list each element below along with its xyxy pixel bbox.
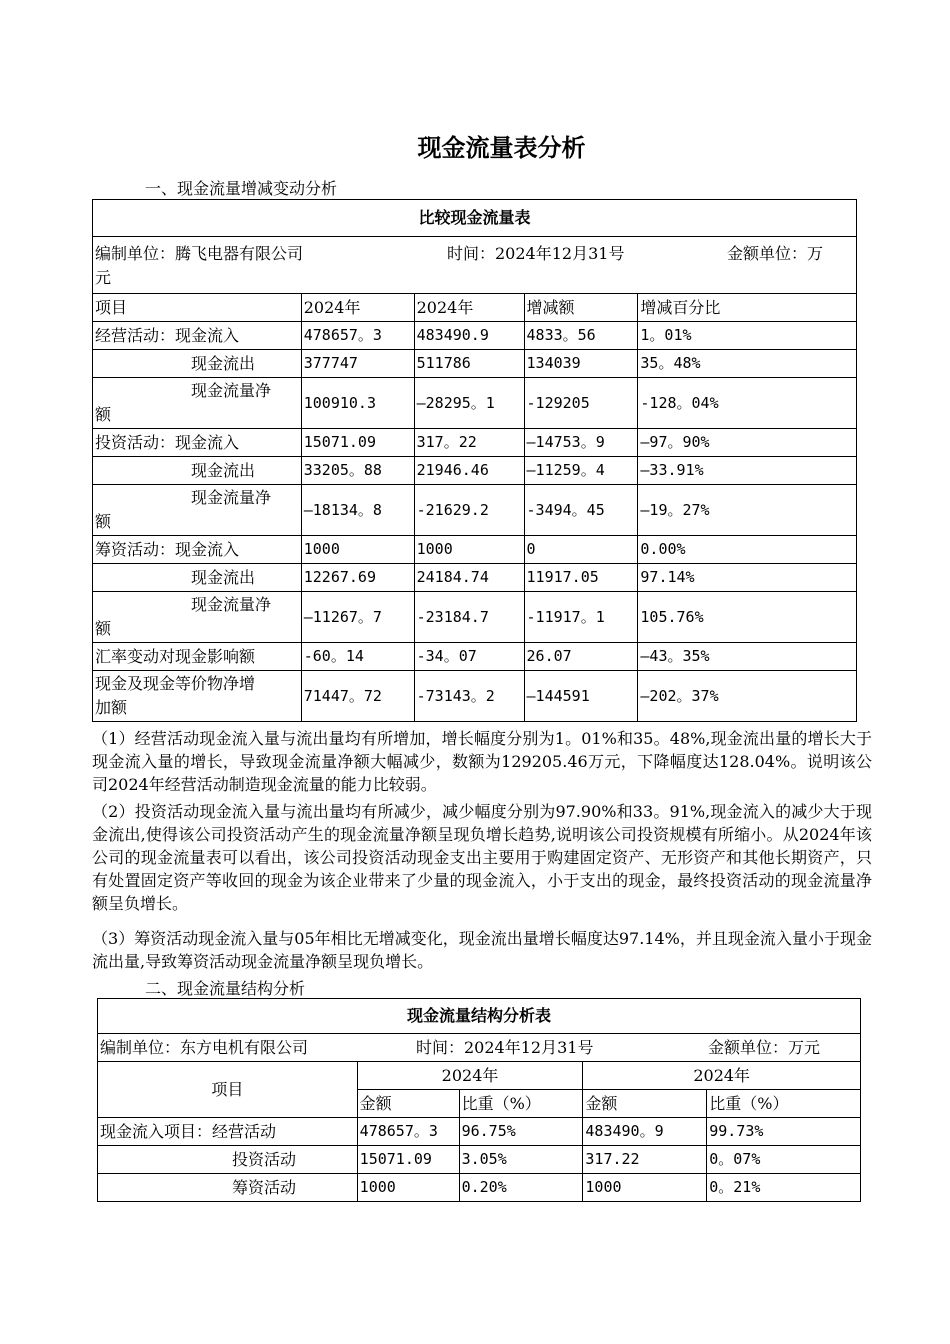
row-label: 现金流出 — [93, 350, 302, 378]
table-row — [93, 457, 857, 485]
row-label: 投资活动：现金流入 — [93, 429, 302, 457]
cell-value: 96.75% — [459, 1118, 583, 1146]
table-row — [93, 643, 857, 671]
cell-value: 483490.9 — [414, 322, 524, 350]
page-title: 现金流量表分析 — [417, 134, 586, 162]
table-row — [93, 485, 857, 536]
amount-unit: 金额单位：万 — [727, 244, 824, 263]
cell-value: 100910.3 — [301, 378, 414, 429]
cell-value: 317.22 — [583, 1146, 707, 1174]
amount-unit-cont: 元 — [95, 268, 112, 287]
cell-value: 15071.09 — [301, 429, 414, 457]
table-caption: 现金流量结构分析表 — [98, 999, 861, 1034]
table-row — [98, 1146, 861, 1174]
table-row — [93, 592, 857, 643]
cell-value: 99.73% — [707, 1118, 861, 1146]
item-header: 项目 — [98, 1062, 358, 1118]
cell-value: 105.76% — [638, 592, 857, 643]
table-row — [93, 429, 857, 457]
row-label: 筹资活动：现金流入 — [93, 536, 302, 564]
row-label: 经营活动：现金流入 — [93, 322, 302, 350]
sub-header: 比重（%） — [459, 1090, 583, 1118]
cell-value: 71447。72 — [301, 671, 414, 722]
cell-value: —28295。1 — [414, 378, 524, 429]
cell-value: 478657。3 — [357, 1118, 459, 1146]
cell-value: —43。35% — [638, 643, 857, 671]
year-header: 2024年 — [583, 1062, 861, 1090]
section-heading-1: 一、现金流量增减变动分析 — [145, 179, 338, 198]
row-label-line2: 额 — [95, 512, 112, 531]
cell-value: —144591 — [524, 671, 638, 722]
row-label: 筹资活动 — [98, 1174, 358, 1202]
cell-value: 511786 — [414, 350, 524, 378]
cell-value: -73143。2 — [414, 671, 524, 722]
paragraph-financing: （3）筹资活动现金流入量与05年相比无增减变化，现金流出量增长幅度达97.14%，并且现金流入量小于现金流出量,导致筹资活动现金流量净额呈现负增长。 — [92, 929, 872, 971]
row-label-line1: 现金流量净 — [191, 595, 272, 614]
table-meta-row — [93, 237, 857, 294]
cell-value: 11917.05 — [524, 564, 638, 592]
column-header: 2024年 — [414, 294, 524, 322]
row-label: 投资活动 — [98, 1146, 358, 1174]
row-label-line2: 加额 — [95, 698, 128, 717]
cell-value: —18134。8 — [301, 485, 414, 536]
cell-value: 483490。9 — [583, 1118, 707, 1146]
cell-value: -3494。45 — [524, 485, 638, 536]
row-label-line2: 额 — [95, 405, 112, 424]
row-label — [93, 485, 302, 536]
table-row — [98, 1118, 861, 1146]
sub-header: 金额 — [583, 1090, 707, 1118]
table-meta-row — [98, 1034, 861, 1062]
cell-value: 1000 — [357, 1174, 459, 1202]
section-heading-2: 二、现金流量结构分析 — [145, 979, 306, 998]
row-label-line2: 额 — [95, 619, 112, 638]
cell-value: -60。14 — [301, 643, 414, 671]
cell-value: —97。90% — [638, 429, 857, 457]
paragraph-investing: （2）投资活动现金流入量与流出量均有所减少，减少幅度分别为97.90%和33。91%,现金流入的减少大于现金流出,使得该公司投资活动产生的现金流量净额呈现负增长趋势,说明该公司投资规模有所缩小。从2024年该公司的现金流量表可以看出，该公司投资活动现金支出主要用于购建固定资产、无形资产和其他长期资产，只有处置固定资产等收回的现金为该企业带来了少量的现金流入，小于支出的现金，最终投资活动的现金流量净额呈负增长。 — [92, 802, 872, 913]
amount-unit: 金额单位：万元 — [708, 1038, 821, 1057]
cell-value: 4833。56 — [524, 322, 638, 350]
cell-value: 1。01% — [638, 322, 857, 350]
cell-value: 0。21% — [707, 1174, 861, 1202]
column-header: 增减额 — [524, 294, 638, 322]
cell-value: 478657。3 — [301, 322, 414, 350]
table-row — [93, 350, 857, 378]
paragraph-operating: （1）经营活动现金流入量与流出量均有所增加，增长幅度分别为1。01%和35。48%,现金流出量的增长大于现金流入量的增长，导致现金流量净额大幅减少，数额为129205.46万元，下降幅度达128.04%。说明该公司2024年经营活动制造现金流量的能力比较弱。 — [92, 729, 872, 794]
cell-value: 0 — [524, 536, 638, 564]
cell-value: -129205 — [524, 378, 638, 429]
comparison-cashflow-table — [92, 199, 857, 722]
cell-value: —202。37% — [638, 671, 857, 722]
cell-value: 24184.74 — [414, 564, 524, 592]
row-label-line1: 现金及现金等价物净增 — [95, 674, 256, 693]
row-label-line1: 现金流量净 — [191, 381, 272, 400]
row-label: 现金流出 — [93, 457, 302, 485]
row-label: 现金流入项目：经营活动 — [98, 1118, 358, 1146]
cell-value: 1000 — [583, 1174, 707, 1202]
year-header: 2024年 — [357, 1062, 583, 1090]
report-date: 时间：2024年12月31号 — [416, 1038, 594, 1057]
cell-value: 317。22 — [414, 429, 524, 457]
table-caption: 比较现金流量表 — [93, 200, 857, 237]
report-date: 时间：2024年12月31号 — [447, 244, 625, 263]
row-label — [93, 378, 302, 429]
cell-value: —11259。4 — [524, 457, 638, 485]
cell-value: 12267.69 — [301, 564, 414, 592]
row-label — [93, 671, 302, 722]
cell-value: 15071.09 — [357, 1146, 459, 1174]
cell-value: 1000 — [301, 536, 414, 564]
row-label — [93, 592, 302, 643]
cell-value: 3.05% — [459, 1146, 583, 1174]
cell-value: -11917。1 — [524, 592, 638, 643]
table-row — [93, 536, 857, 564]
column-header: 增减百分比 — [638, 294, 857, 322]
row-label-line1: 现金流量净 — [191, 488, 272, 507]
table-row — [98, 1174, 861, 1202]
table-header-row — [93, 294, 857, 322]
cell-value: 1000 — [414, 536, 524, 564]
row-label: 汇率变动对现金影响额 — [93, 643, 302, 671]
prepared-by: 编制单位：腾飞电器有限公司 — [95, 244, 304, 263]
row-label: 现金流出 — [93, 564, 302, 592]
prepared-by: 编制单位：东方电机有限公司 — [100, 1038, 309, 1057]
cell-value: 0。07% — [707, 1146, 861, 1174]
column-header: 2024年 — [301, 294, 414, 322]
cell-value: —19。27% — [638, 485, 857, 536]
cell-value: 134039 — [524, 350, 638, 378]
cell-value: —11267。7 — [301, 592, 414, 643]
cell-value: 97.14% — [638, 564, 857, 592]
table-row — [93, 378, 857, 429]
cell-value: -23184.7 — [414, 592, 524, 643]
cell-value: 0.00% — [638, 536, 857, 564]
cell-value: —14753。9 — [524, 429, 638, 457]
cell-value: 21946.46 — [414, 457, 524, 485]
cell-value: -34。07 — [414, 643, 524, 671]
cell-value: -21629.2 — [414, 485, 524, 536]
column-header: 项目 — [93, 294, 302, 322]
cashflow-structure-table — [97, 998, 861, 1202]
cell-value: 377747 — [301, 350, 414, 378]
sub-header: 金额 — [357, 1090, 459, 1118]
cell-value: 0.20% — [459, 1174, 583, 1202]
table-row — [93, 322, 857, 350]
table-row — [93, 564, 857, 592]
cell-value: 26.07 — [524, 643, 638, 671]
cell-value: 35。48% — [638, 350, 857, 378]
cell-value: 33205。88 — [301, 457, 414, 485]
cell-value: —33.91% — [638, 457, 857, 485]
sub-header: 比重（%） — [707, 1090, 861, 1118]
cell-value: -128。04% — [638, 378, 857, 429]
table-row — [93, 671, 857, 722]
